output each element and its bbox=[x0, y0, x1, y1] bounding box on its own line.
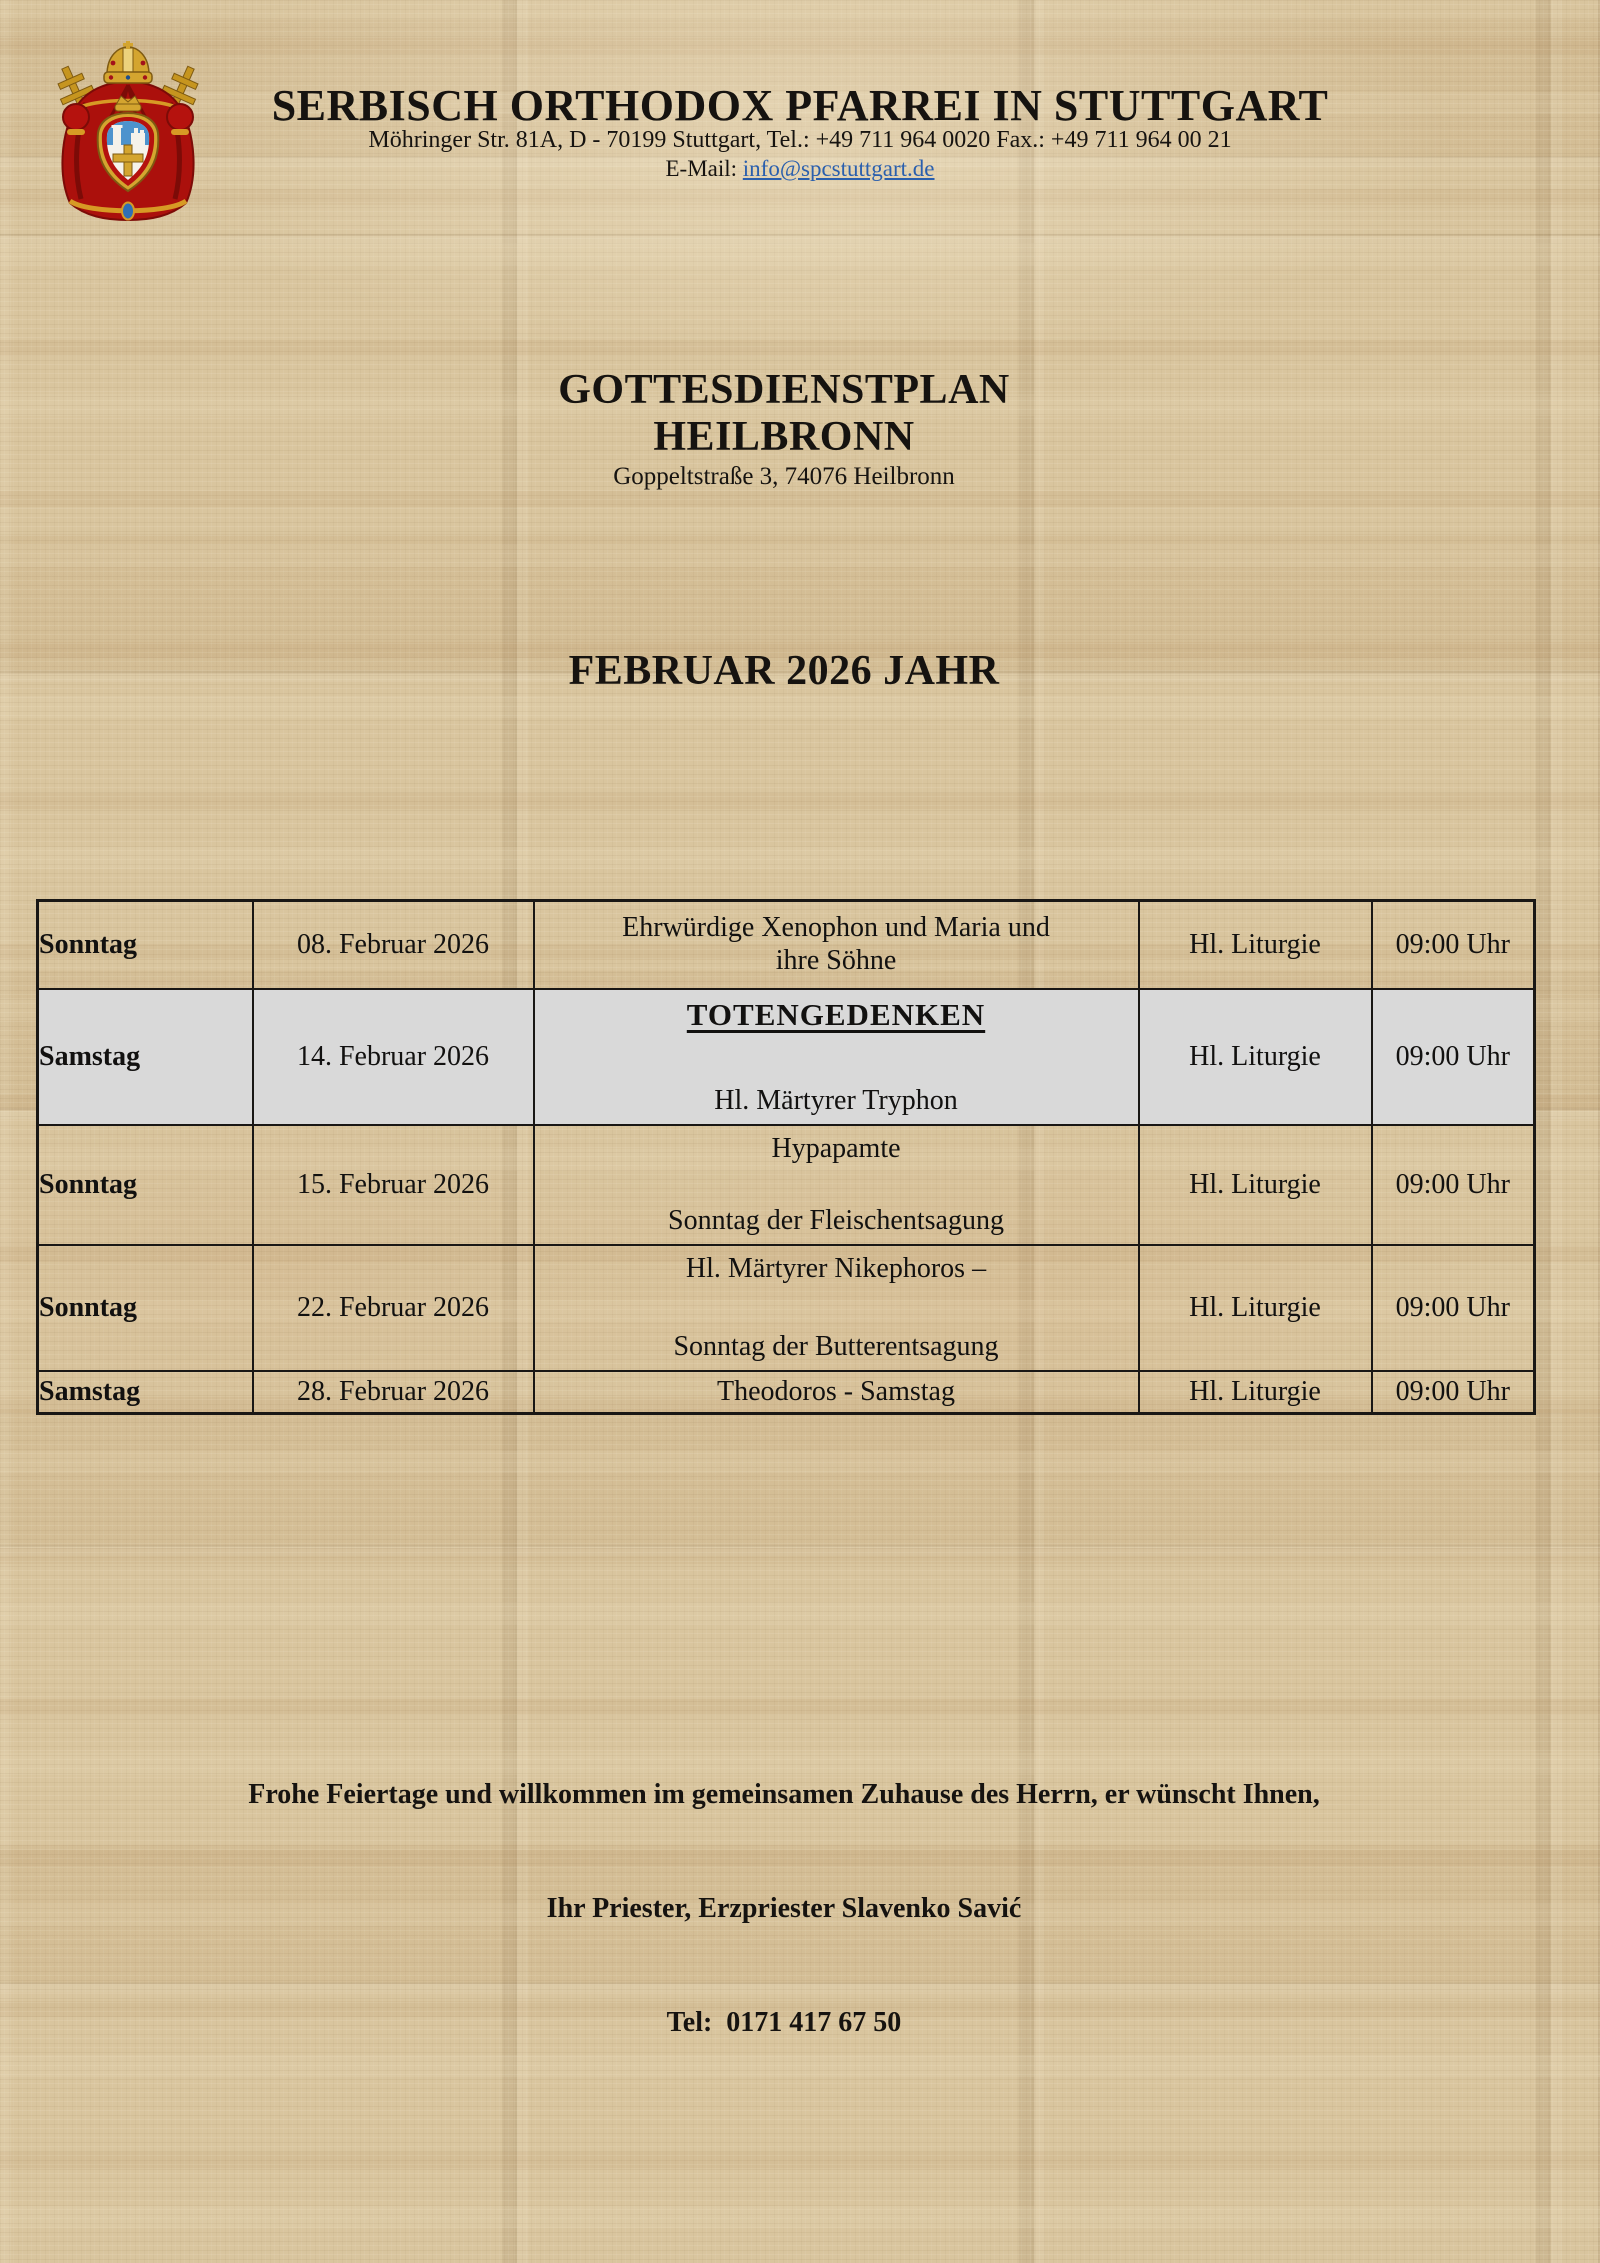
description-cell: Theodoros - Samstag bbox=[534, 1371, 1139, 1414]
description-line: Hypapamte bbox=[771, 1132, 901, 1164]
footer-line-1: Frohe Feiertage und willkommen im gemeinsamen Zuhause des Herrn, er wünscht Ihnen, bbox=[248, 1779, 1320, 1810]
description-line: Sonntag der Fleischentsagung bbox=[668, 1204, 1004, 1236]
time-cell: 09:00 Uhr bbox=[1372, 1371, 1535, 1414]
description-line: Sonntag der Butterentsagung bbox=[673, 1330, 999, 1362]
date-cell: 14. Februar 2026 bbox=[253, 989, 534, 1125]
day-cell: Sonntag bbox=[38, 901, 253, 989]
date-cell: 28. Februar 2026 bbox=[253, 1371, 534, 1414]
footer-line-2: Ihr Priester, Erzpriester Slavenko Savić bbox=[546, 1893, 1022, 1924]
description-cell bbox=[534, 1125, 1139, 1245]
footer-phone: Tel: 0171 417 67 50 bbox=[666, 2007, 902, 2038]
service-cell: Hl. Liturgie bbox=[1139, 901, 1372, 989]
footer-greeting bbox=[0, 1700, 1568, 2080]
parish-title: SERBISCH ORTHODOX PFARREI IN STUTTGART bbox=[271, 81, 1329, 130]
email-label: E-Mail: bbox=[665, 156, 743, 181]
email-link[interactable]: info@spcstuttgart.de bbox=[742, 156, 935, 181]
table-row bbox=[38, 1245, 1535, 1371]
description-line: ihre Söhne bbox=[775, 944, 897, 976]
time-cell: 09:00 Uhr bbox=[1372, 989, 1535, 1125]
table-row bbox=[38, 1371, 1535, 1414]
date-cell: 22. Februar 2026 bbox=[253, 1245, 534, 1371]
date-cell: 08. Februar 2026 bbox=[253, 901, 534, 989]
service-cell: Hl. Liturgie bbox=[1139, 1371, 1372, 1414]
day-cell: Sonntag bbox=[38, 1125, 253, 1245]
description-line: Ehrwürdige Xenophon und Maria und bbox=[622, 912, 1050, 944]
table-row-highlighted bbox=[38, 989, 1535, 1125]
plan-title-line2: HEILBRONN bbox=[653, 414, 915, 460]
service-schedule-table bbox=[36, 899, 1536, 1415]
date-cell: 15. Februar 2026 bbox=[253, 1125, 534, 1245]
time-cell: 09:00 Uhr bbox=[1372, 901, 1535, 989]
time-cell: 09:00 Uhr bbox=[1372, 1125, 1535, 1245]
plan-title-line1: GOTTESDIENSTPLAN bbox=[558, 367, 1010, 413]
service-cell: Hl. Liturgie bbox=[1139, 989, 1372, 1125]
day-cell: Samstag bbox=[38, 1371, 253, 1414]
description-cell bbox=[534, 901, 1139, 989]
table-row bbox=[38, 1125, 1535, 1245]
description-line: Hl. Märtyrer Nikephoros – bbox=[685, 1252, 987, 1284]
memorial-heading: TOTENGEDENKEN bbox=[686, 996, 986, 1032]
month-title: FEBRUAR 2026 JAHR bbox=[568, 648, 1000, 694]
day-cell: Sonntag bbox=[38, 1245, 253, 1371]
time-cell: 09:00 Uhr bbox=[1372, 1245, 1535, 1371]
service-cell: Hl. Liturgie bbox=[1139, 1245, 1372, 1371]
parish-address: Möhringer Str. 81A, D - 70199 Stuttgart, Tel.: +49 711 964 0020 Fax.: +49 711 964 00 21 bbox=[368, 127, 1232, 153]
plan-location-address: Goppeltstraße 3, 74076 Heilbronn bbox=[613, 463, 955, 490]
description-cell bbox=[534, 1245, 1139, 1371]
description-cell bbox=[534, 989, 1139, 1125]
table-row bbox=[38, 901, 1535, 989]
parish-email-line bbox=[0, 156, 1600, 182]
day-cell: Samstag bbox=[38, 989, 253, 1125]
description-line: Hl. Märtyrer Tryphon bbox=[714, 1084, 958, 1116]
service-cell: Hl. Liturgie bbox=[1139, 1125, 1372, 1245]
